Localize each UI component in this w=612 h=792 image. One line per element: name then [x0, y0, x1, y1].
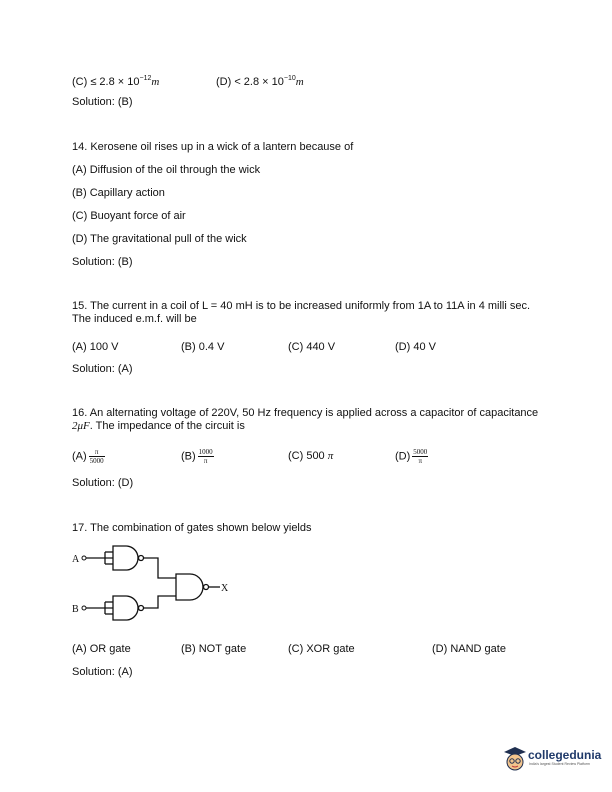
q16-option-b: (B) $\frac{1000}{\pi}$	[181, 448, 213, 465]
nand-gate-output	[176, 574, 203, 600]
logic-gate-diagram	[60, 540, 260, 640]
q16-solution: Solution: (D)	[72, 477, 134, 489]
brand-tagline: India's largest Student Review Platform	[529, 762, 590, 766]
q15-option-a: (A) 100 V	[72, 341, 119, 353]
q15-option-b: (B) 0.4 V	[181, 341, 225, 353]
q14-option-b: (B) Capillary action	[72, 187, 165, 199]
label-b: B	[72, 604, 79, 615]
collegedunia-logo-icon	[502, 744, 528, 774]
q15-solution: Solution: (A)	[72, 363, 133, 375]
nand-gate-a	[113, 546, 138, 570]
q17-solution: Solution: (A)	[72, 666, 133, 678]
bubble-gate-a	[139, 556, 144, 561]
q14-solution: Solution: (B)	[72, 256, 133, 268]
q17-option-c: (C) XOR gate	[288, 643, 355, 655]
q15-question: 15. The current in a coil of L = 40 mH is to be increased uniformly from 1A to 11A in 4 milli sec. The induced e.m.f. will be	[72, 300, 531, 325]
q13-option-c: $(C) \le 2.8 \times 10^{-12}m$	[72, 75, 160, 88]
q14-question: 14. Kerosene oil rises up in a wick of a lantern because of	[72, 141, 354, 153]
q15-option-d: (D) 40 V	[395, 341, 436, 353]
nand-gate-b	[113, 596, 138, 620]
q17-option-a: (A) OR gate	[72, 643, 131, 655]
q15-option-c: (C) 440 V	[288, 341, 336, 353]
q16-option-a: (A) $\frac{\pi}{5000}$	[72, 448, 104, 465]
q16-option-c: (C) 500 π	[288, 450, 334, 462]
bubble-gate-b	[139, 606, 144, 611]
label-a: A	[72, 554, 80, 565]
label-x: X	[221, 583, 229, 594]
wire-b-to-gate3	[144, 596, 177, 608]
q17-option-b: (B) NOT gate	[181, 643, 247, 655]
wire-a-to-gate3	[144, 558, 177, 578]
q14-option-d: (D) The gravitational pull of the wick	[72, 233, 247, 245]
q17-option-d: (D) NAND gate	[432, 643, 506, 655]
q17-question: 17. The combination of gates shown below yields	[72, 522, 312, 534]
q16-question: 16. An alternating voltage of 220V, 50 Hz frequency is applied across a capacitor of capacitance 2μF. The impedance of the circuit is	[72, 407, 539, 432]
bubble-gate-output	[204, 585, 209, 590]
brand-name: collegedunia	[528, 748, 602, 762]
q13-option-d: $(D) < 2.8 \times 10^{-10}m$	[216, 75, 304, 88]
q13-solution: Solution: (B)	[72, 96, 133, 108]
q14-option-a: (A) Diffusion of the oil through the wick	[72, 164, 261, 176]
q14-option-c: (C) Buoyant force of air	[72, 210, 186, 222]
q16-option-d: (D) $\frac{5000}{\pi}$	[395, 448, 428, 465]
